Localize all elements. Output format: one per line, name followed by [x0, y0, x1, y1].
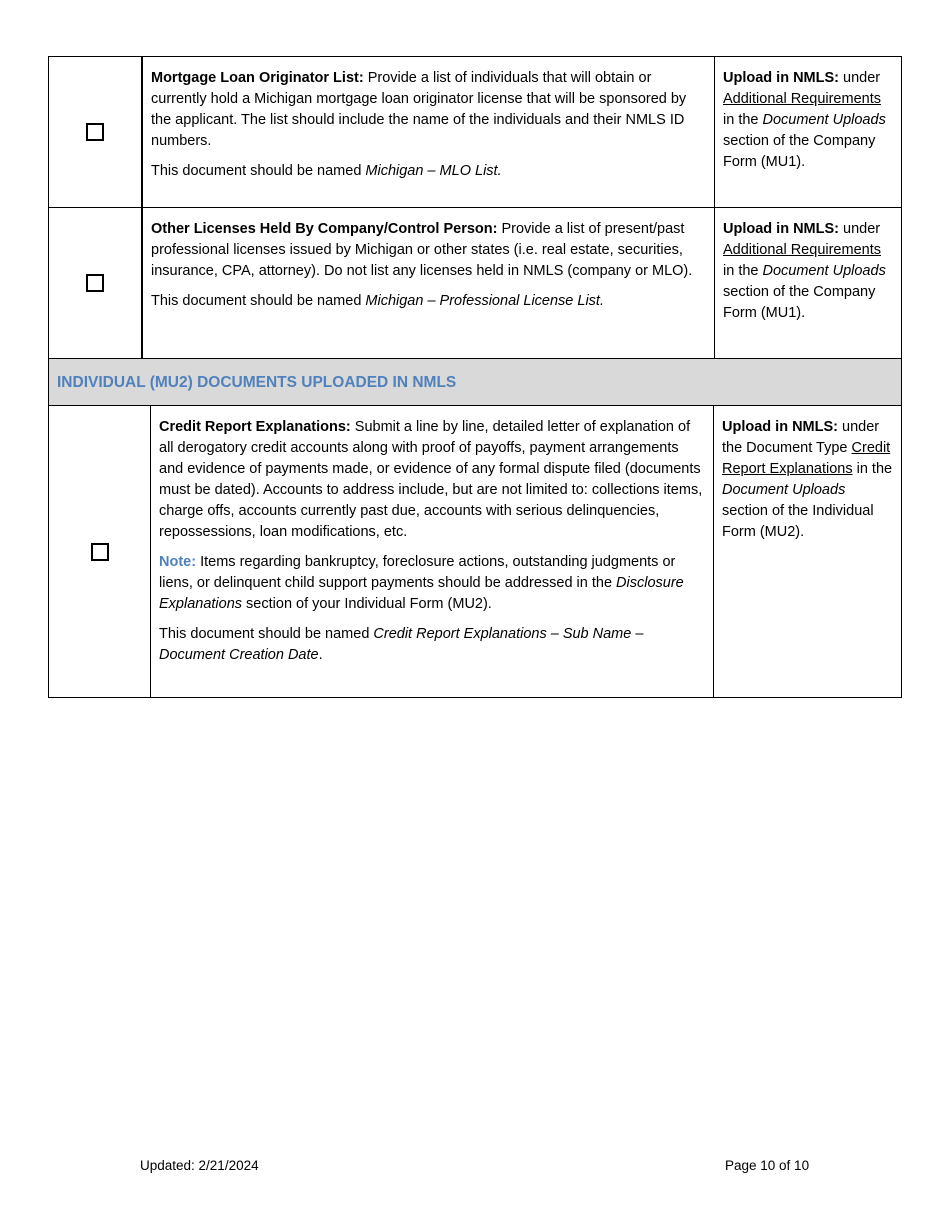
item-title: Credit Report Explanations:	[159, 419, 351, 435]
footer-updated: Updated: 2/21/2024	[140, 1158, 259, 1173]
upload-link: Additional Requirements	[723, 242, 881, 258]
document-name-text: This document should be named Michigan – MLO List.	[151, 163, 502, 179]
checkbox-cell	[49, 208, 143, 358]
upload-cell	[715, 208, 901, 358]
checkbox[interactable]	[86, 123, 104, 141]
table-row	[49, 57, 901, 208]
checkbox-cell	[49, 57, 143, 207]
description-cell	[143, 208, 715, 358]
footer-page-number: Page 10 of 10	[725, 1158, 810, 1173]
description-text: Other Licenses Held By Company/Control Person: Provide a list of present/past professional licenses issued by Michigan or other states (i.e. real estate, securities, insurance, CPA, attorney). Do not list any licenses held in NMLS (company or MLO).	[151, 221, 693, 279]
upload-link: Additional Requirements	[723, 91, 881, 107]
upload-instructions: Upload in NMLS: under the Document Type Credit Report Explanations in the Document Uploads section of the Individual Form (MU2).	[722, 419, 893, 540]
upload-cell	[715, 57, 901, 207]
note-label: Note:	[159, 554, 197, 570]
description-cell	[151, 406, 714, 697]
upload-instructions: Upload in NMLS: under Additional Requirements in the Document Uploads section of the Company Form (MU1).	[723, 70, 886, 170]
upload-cell	[714, 406, 901, 697]
description-text: Mortgage Loan Originator List: Provide a list of individuals that will obtain or currently hold a Michigan mortgage loan originator license that will be sponsored by the applicant. The list should include the name of the individuals and their NMLS ID numbers.	[151, 70, 687, 149]
document-name-text: This document should be named Credit Report Explanations – Sub Name – Document Creation Date.	[159, 626, 644, 663]
checkbox[interactable]	[86, 274, 104, 292]
table-row	[49, 208, 901, 359]
note-text: Note: Items regarding bankruptcy, foreclosure actions, outstanding judgments or liens, or delinquent child support payments should be addressed in the Disclosure Explanations section of your Individual Form (MU2).	[159, 554, 684, 612]
description-cell	[143, 57, 715, 207]
checkbox[interactable]	[91, 543, 109, 561]
table-row	[49, 406, 901, 697]
document-name-text: This document should be named Michigan – Professional License List.	[151, 293, 604, 309]
item-title: Other Licenses Held By Company/Control Person:	[151, 221, 498, 237]
requirements-table	[48, 56, 902, 698]
upload-instructions: Upload in NMLS: under Additional Requirements in the Document Uploads section of the Company Form (MU1).	[723, 221, 886, 321]
checkbox-cell	[49, 406, 151, 697]
description-text: Credit Report Explanations: Submit a line by line, detailed letter of explanation of all derogatory credit accounts along with proof of payoffs, payment arrangements and evidence of payments made, or evidence of any formal dispute filed (documents must be dated). Accounts to address include, but are not limited to: collections items, charge offs, accounts currently past due, accounts with serious delinquencies, repossessions, loan modifications, etc.	[159, 419, 703, 540]
item-title: Mortgage Loan Originator List:	[151, 70, 364, 86]
section-header: INDIVIDUAL (MU2) DOCUMENTS UPLOADED IN NMLS	[49, 359, 901, 406]
upload-link: Credit Report Explanations	[722, 440, 891, 477]
